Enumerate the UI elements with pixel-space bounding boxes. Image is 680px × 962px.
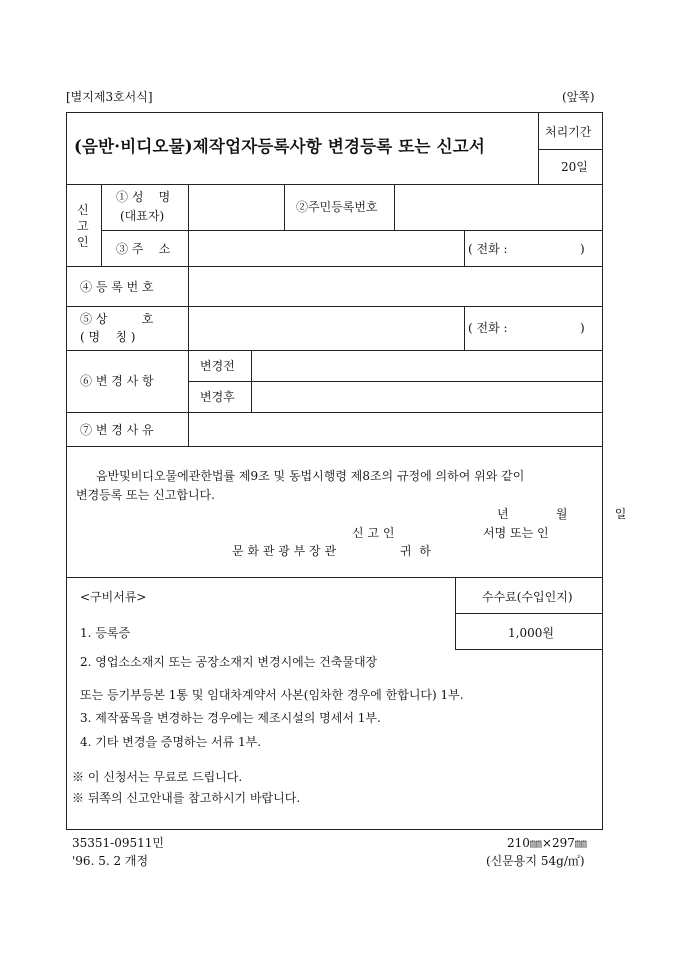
change-reason-label: ⑦ 변 경 사 유 bbox=[80, 423, 154, 437]
processing-period-value: 20일 bbox=[561, 160, 588, 174]
documents-heading: <구비서류> bbox=[80, 590, 147, 604]
footer-paper-size: 210㎜×297㎜ bbox=[507, 836, 587, 850]
address-phone-field[interactable] bbox=[520, 232, 576, 264]
change-before-label: 변경전 bbox=[200, 359, 235, 373]
document-item: 4. 기타 변경을 증명하는 서류 1부. bbox=[80, 735, 262, 749]
document-item: 2. 영업소소재지 또는 공장소재지 변경시에는 건축물대장 bbox=[80, 655, 378, 669]
form-number: [별지제3호서식] bbox=[66, 90, 153, 104]
change-items-label: ⑥ 변 경 사 항 bbox=[80, 374, 154, 388]
declaration-date: 년 월 일 bbox=[497, 507, 627, 521]
declaration-honorific: 귀 하 bbox=[400, 544, 431, 558]
applicant-group-label-2: 고 bbox=[77, 219, 89, 233]
name-field[interactable] bbox=[190, 186, 282, 228]
note-see-back: ※ 뒤쪽의 신고안내를 참고하시기 바랍니다. bbox=[72, 791, 301, 805]
applicant-group-label-1: 신 bbox=[77, 203, 89, 217]
footer-revision-date: '96. 5. 2 개정 bbox=[72, 854, 149, 868]
change-after-label: 변경후 bbox=[200, 390, 235, 404]
fee-label: 수수료(수입인지) bbox=[482, 590, 573, 604]
name-sublabel: (대표자) bbox=[120, 209, 165, 223]
registration-number-field[interactable] bbox=[190, 268, 601, 304]
page-side-label: (앞쪽) bbox=[562, 90, 595, 104]
form-title: (음반·비디오물)제작업자등록사항 변경등록 또는 신고서 bbox=[74, 137, 485, 156]
address-phone-label: ( 전화 : bbox=[468, 242, 508, 256]
address-field[interactable] bbox=[190, 232, 465, 264]
document-item: 1. 등록증 bbox=[80, 626, 131, 640]
applicant-group-label-3: 인 bbox=[77, 235, 89, 249]
declaration-line-1: 음반및비디오물에관한법률 제9조 및 동법시행령 제8조의 규정에 의하여 위와 같이 bbox=[96, 469, 525, 483]
declaration-applicant: 신 고 인 bbox=[352, 526, 395, 540]
address-label: ③ 주 소 bbox=[116, 242, 171, 256]
document-item: 3. 제작품목을 변경하는 경우에는 제조시설의 명세서 1부. bbox=[80, 711, 381, 725]
change-before-field[interactable] bbox=[253, 352, 601, 379]
declaration-recipient: 문 화 관 광 부 장 관 bbox=[232, 544, 337, 558]
business-name-sublabel: ( 명 칭 ) bbox=[80, 330, 136, 344]
fee-value: 1,000원 bbox=[508, 626, 554, 640]
rrn-label: ②주민등록번호 bbox=[296, 200, 378, 214]
declaration-signature: 서명 또는 인 bbox=[483, 526, 549, 540]
footer-paper-type: (신문용지 54g/㎡) bbox=[486, 854, 585, 868]
rrn-field[interactable] bbox=[396, 186, 601, 228]
document-item: 또는 등기부등본 1통 및 임대차계약서 사본(임차한 경우에 한합니다) 1부. bbox=[80, 688, 464, 702]
business-phone-field[interactable] bbox=[520, 310, 576, 346]
business-phone-label: ( 전화 : bbox=[468, 321, 508, 335]
business-name-field[interactable] bbox=[190, 308, 462, 348]
note-free-form: ※ 이 신청서는 무료로 드립니다. bbox=[72, 770, 243, 784]
change-after-field[interactable] bbox=[253, 383, 601, 410]
registration-number-label: ④ 등 록 번 호 bbox=[80, 280, 154, 294]
address-phone-close: ) bbox=[580, 242, 585, 256]
processing-period-label: 처리기간 bbox=[545, 125, 592, 139]
declaration-line-2: 변경등록 또는 신고합니다. bbox=[76, 488, 215, 502]
name-label: ① 성 명 bbox=[116, 190, 171, 204]
business-phone-close: ) bbox=[580, 321, 585, 335]
change-reason-field[interactable] bbox=[190, 414, 601, 444]
business-name-label: ⑤ 상 호 bbox=[80, 312, 154, 326]
footer-form-code: 35351-09511민 bbox=[72, 836, 164, 850]
